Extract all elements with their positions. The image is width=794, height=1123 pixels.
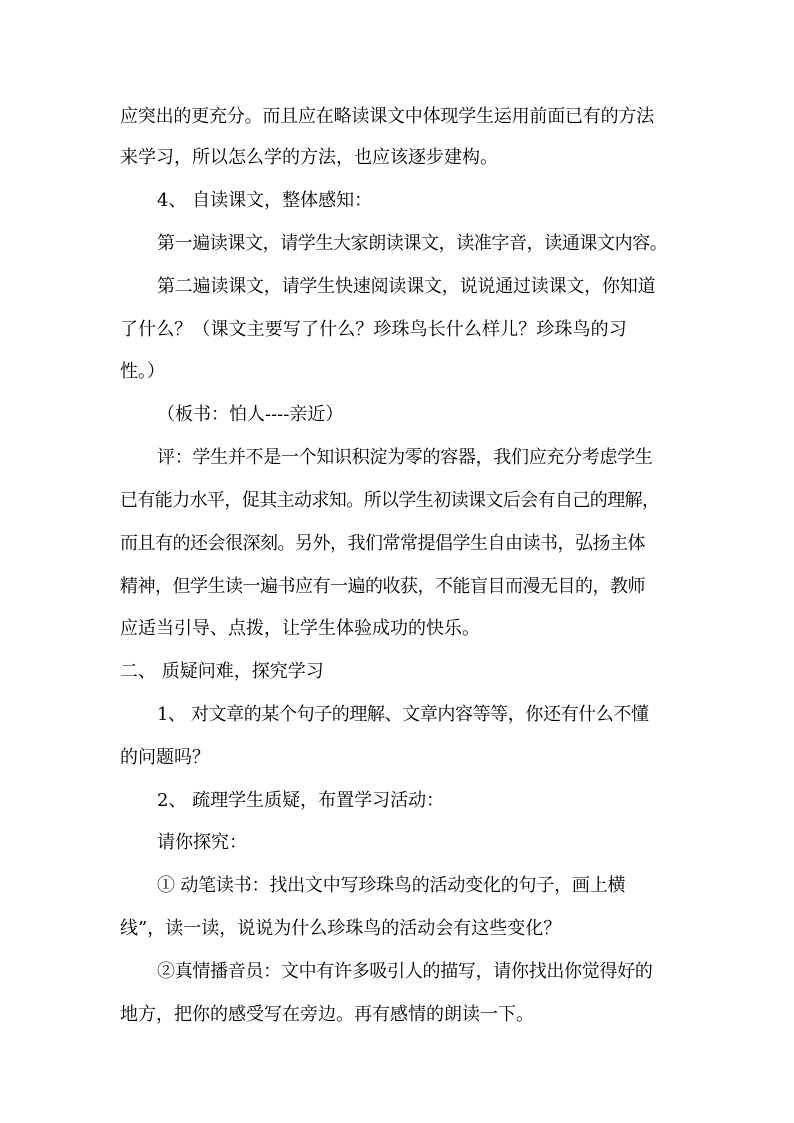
text-line-12: 精神，但学生读一遍书应有一遍的收获，不能盲目而漫无目的，教师 [120,576,645,597]
text-line-15: 1、 对文章的某个句子的理解、文章内容等等，你还有什么不懂 [157,704,649,725]
text-line-10: 已有能力水平，促其主动求知。所以学生初读课文后会有自己的理解， [120,490,660,511]
text-line-21: ②真情播音员：文中有许多吸引人的描写，请你找出你觉得好的 [157,961,653,982]
text-line-2: 来学习，所以怎么学的方法，也应该逐步建构。 [120,147,498,168]
text-line-4: 第一遍读课文，请学生大家朗读课文，读准字音，读通课文内容。 [157,233,668,254]
text-line-20: 线”，读一读，说说为什么珍珠鸟的活动会有这些变化？ [120,918,562,939]
text-line-18: 请你探究： [157,832,247,853]
text-line-19: ① 动笔读书：找出文中写珍珠鸟的活动变化的句子，画上横 [157,875,626,896]
text-line-7: 性。） [120,361,165,382]
text-line-8: （板书：怕人----亲近） [157,404,344,425]
section-heading-2: 二、 质疑问难，探究学习 [120,661,324,682]
text-line-5: 第二遍读课文，请学生快速阅读课文，说说通过读课文，你知道 [157,276,656,297]
text-line-16: 的问题吗？ [120,747,210,768]
text-line-17: 2、 疏理学生质疑，布置学习活动： [157,790,445,811]
text-line-1: 应突出的更充分。而且应在略读课文中体现学生运用前面已有的方法 [120,106,654,127]
text-line-22: 地方，把你的感受写在旁边。再有感情的朗读一下。 [120,1004,534,1025]
text-line-11: 而且有的还会很深刻。另外，我们常常提倡学生自由读书，弘扬主体 [120,533,645,554]
text-line-3: 4、 自读课文，整体感知： [157,190,373,211]
text-line-13: 应适当引导、点拨，让学生体验成功的快乐。 [120,618,480,639]
text-line-9: 评：学生并不是一个知识积淀为零的容器，我们应充分考虑学生 [157,447,653,468]
text-line-6: 了什么？（课文主要写了什么？珍珠鸟长什么样儿？珍珠鸟的习 [120,319,627,340]
